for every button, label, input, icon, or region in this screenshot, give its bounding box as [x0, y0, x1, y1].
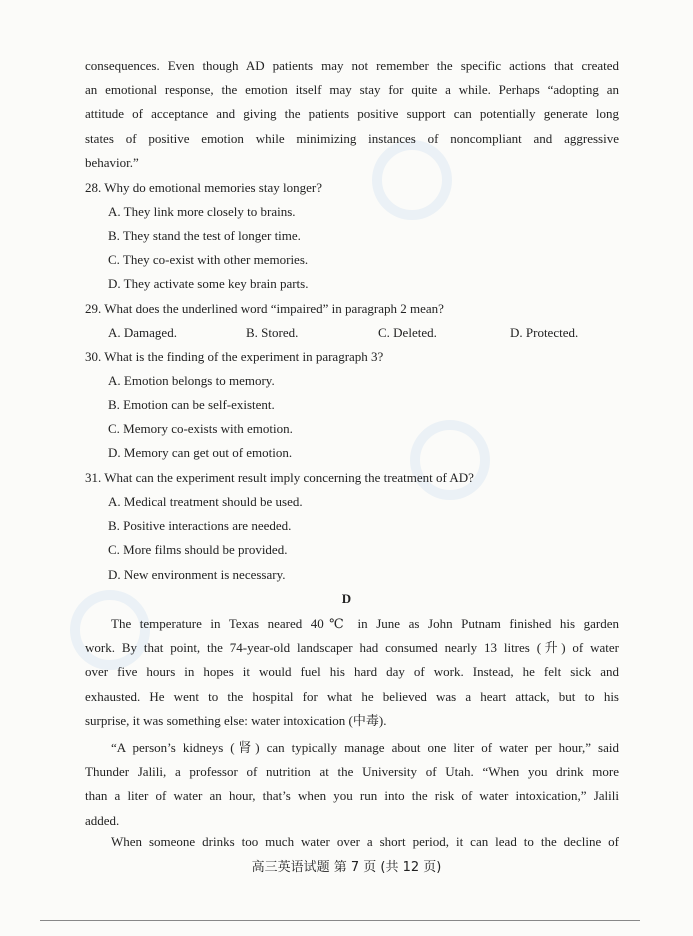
- text-line: an emotional response, the emotion itself may stay for quite a while. Perhaps “adopting an: [85, 82, 619, 98]
- watermark-logo: [410, 420, 490, 500]
- question-31-option-c: C. More films should be provided.: [108, 542, 288, 557]
- text-line: behavior.”: [85, 154, 139, 170]
- question-31-option-a: A. Medical treatment should be used.: [108, 494, 303, 509]
- question-28-option-b: B. They stand the test of longer time.: [108, 228, 301, 243]
- section-heading: D: [341, 591, 352, 606]
- text-line: exhausted. He went to the hospital for what he believed was a heart attack, but to his: [85, 688, 619, 704]
- question-31-option-b: B. Positive interactions are needed.: [108, 518, 292, 533]
- bottom-rule: [40, 920, 640, 921]
- text-line: surprise, it was something else: water intoxication (中毒).: [85, 712, 387, 728]
- question-29-option-b: B. Stored.: [246, 325, 299, 340]
- question-31-option-d: D. New environment is necessary.: [108, 567, 286, 582]
- text-line: When someone drinks too much water over a short period, it can lead to the decline of: [111, 834, 619, 849]
- text-line: added.: [85, 812, 120, 828]
- question-30-stem: 30. What is the finding of the experiment in paragraph 3?: [85, 349, 384, 364]
- question-30-option-d: D. Memory can get out of emotion.: [108, 445, 293, 460]
- question-29-option-c: C. Deleted.: [378, 325, 437, 340]
- text-line: than a liter of water an hour, that’s when you run into the risk of water intoxication,” Jalili: [85, 788, 619, 804]
- text-line: work. By that point, the 74-year-old landscaper had consumed nearly 13 litres (升) of water: [85, 640, 619, 656]
- text-line: “A person’s kidneys (肾) can typically manage about one liter of water per hour,” said: [111, 740, 619, 755]
- question-30-option-c: C. Memory co-exists with emotion.: [108, 421, 293, 436]
- question-29-stem: 29. What does the underlined word “impaired” in paragraph 2 mean?: [85, 301, 444, 316]
- passage-d-paragraph-3: [85, 830, 619, 854]
- text-line: The temperature in Texas neared 40℃ in June as John Putnam finished his garden: [111, 616, 619, 631]
- text-line: states of positive emotion while minimizing instances of noncompliant and aggressive: [85, 130, 619, 146]
- question-30-option-a: A. Emotion belongs to memory.: [108, 373, 275, 388]
- question-28-option-a: A. They link more closely to brains.: [108, 204, 296, 219]
- question-28-option-c: C. They co-exist with other memories.: [108, 252, 309, 267]
- question-28-stem: 28. Why do emotional memories stay longer?: [85, 180, 322, 195]
- question-29-option-a: A. Damaged.: [108, 325, 177, 340]
- question-29-option-d: D. Protected.: [510, 325, 579, 340]
- question-28-option-d: D. They activate some key brain parts.: [108, 276, 309, 291]
- passage-d-paragraph-2: [85, 736, 619, 833]
- text-line: consequences. Even though AD patients may not remember the specific actions that created: [85, 58, 619, 73]
- page-footer: 高三英语试题 第 7 页 (共 12 页): [251, 860, 442, 875]
- question-30-option-b: B. Emotion can be self-existent.: [108, 397, 275, 412]
- text-line: attitude of acceptance and giving the patients positive support can potentially generate long: [85, 106, 619, 122]
- text-line: over five hours in hopes it would fuel his hard day of work. Instead, he felt sick and: [85, 664, 619, 680]
- passage-c-conclusion: [85, 54, 619, 175]
- question-31-stem: 31. What can the experiment result imply concerning the treatment of AD?: [85, 470, 474, 485]
- passage-d-paragraph-1: [85, 612, 619, 733]
- text-line: Thunder Jalili, a professor of nutrition at the University of Utah. “When you drink more: [85, 764, 619, 780]
